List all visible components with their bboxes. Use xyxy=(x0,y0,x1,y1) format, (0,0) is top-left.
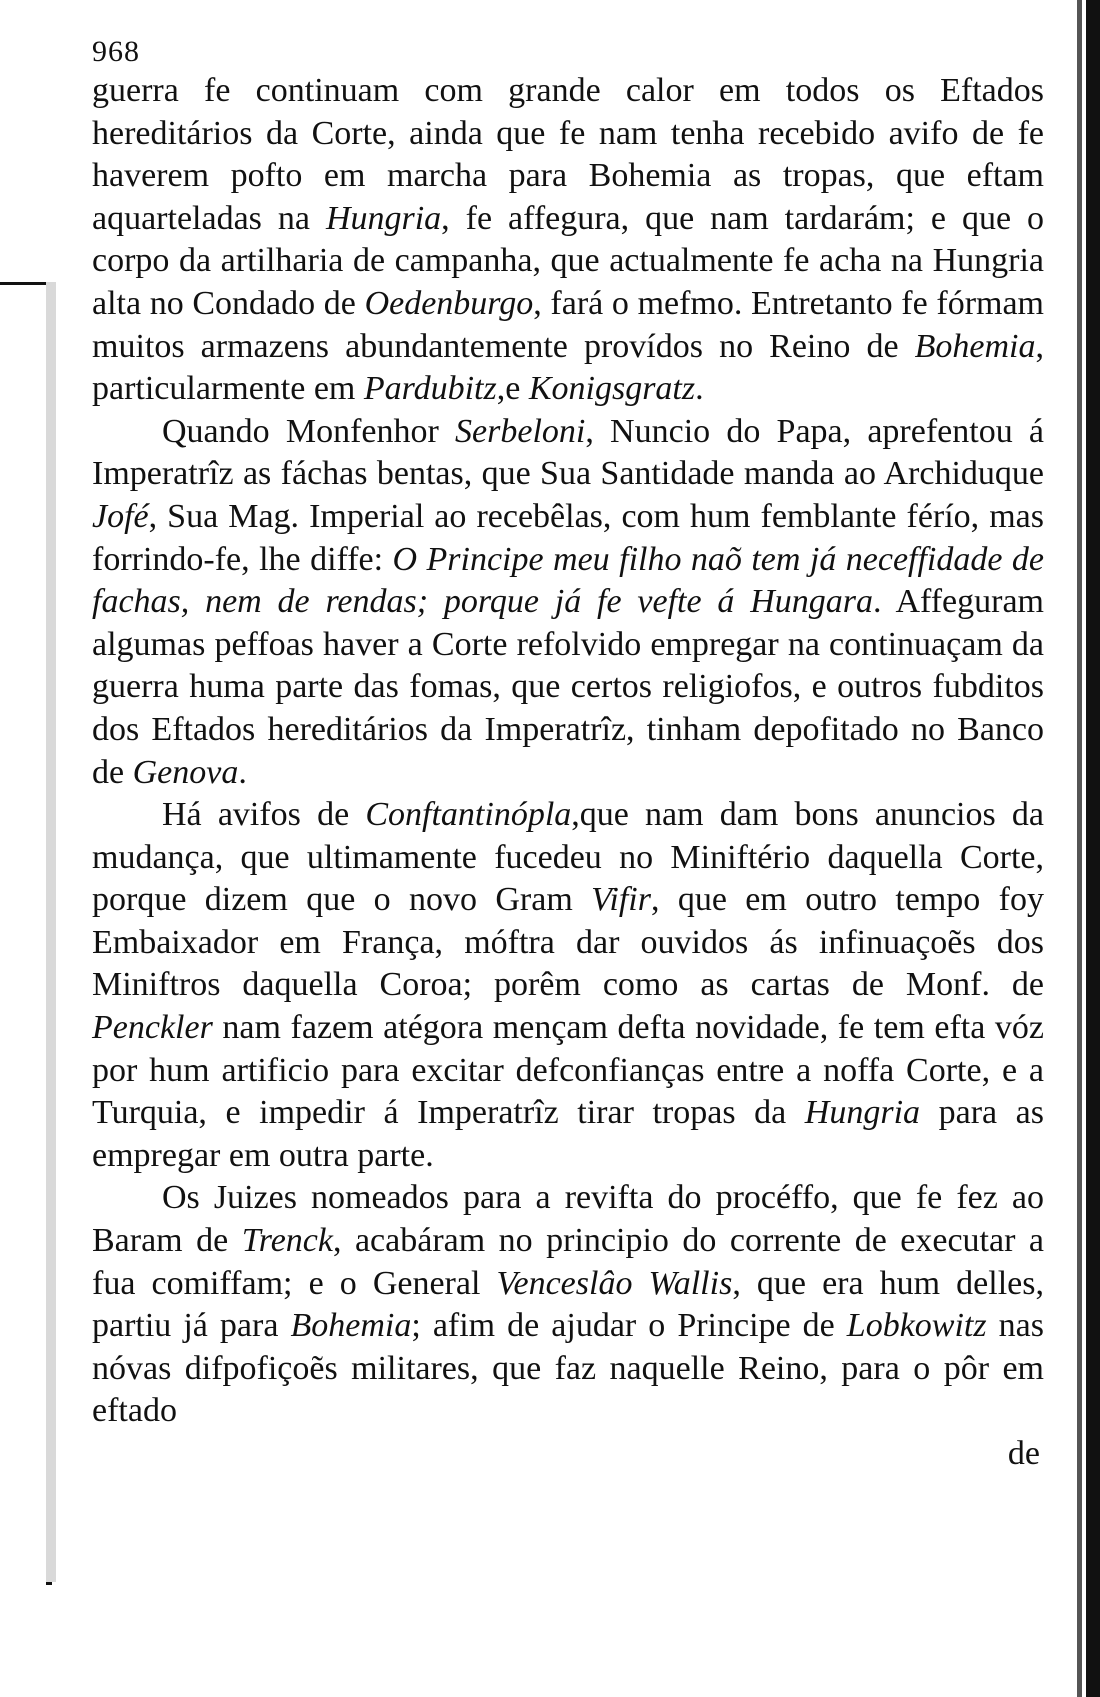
printed-page xyxy=(92,36,1044,1475)
italic-run: Trenck xyxy=(241,1222,333,1260)
italic-run: Bohemia xyxy=(290,1307,412,1345)
italic-run: Vifir xyxy=(591,881,651,919)
italic-run: Venceslâo Wallis xyxy=(496,1264,733,1302)
text-run: Os Juizes nomeados para a revifta do procéffo, que fe fez ao Baram de xyxy=(92,1179,1044,1260)
text-run: , que era hum delles, partiu já para xyxy=(92,1264,1044,1345)
text-run: , fe affegura, que nam tardarám; e que o corpo da artilharia de campanha, que actualmente fe acha na Hungria alta no Condado de xyxy=(92,199,1045,322)
text-run: . xyxy=(695,370,704,408)
page-number: 968 xyxy=(92,35,140,68)
italic-run: O Principe meu filho naõ tem já neceffidade de fachas, nem de rendas; porque já fe vefte á Hungara xyxy=(92,540,1044,621)
italic-run: Serbeloni xyxy=(455,412,586,450)
italic-run: Konigsgratz xyxy=(528,370,696,408)
italic-run: Conftantinópla xyxy=(365,796,572,834)
text-run: . xyxy=(238,753,247,791)
text-run: . Affeguram algumas peffoas haver a Corte refolvido empregar na continuaçam da guerra huma parte das fomas, que certos religiofos, e outros fubditos dos Eftados hereditários da Imperatrîz, tinham depofitado no Banco de xyxy=(92,583,1044,791)
text-run: , fará o mefmo. Entretanto fe fórmam muitos armazens abundantemente provídos no Reino de xyxy=(92,284,1044,365)
text-run: ,que nam dam bons anuncios da mudança, que ultimamente fucedeu no Miniftério daquella Corte, porque dizem que o novo Gram xyxy=(92,796,1044,919)
binding-edge-right xyxy=(1086,0,1100,1697)
paragraph xyxy=(92,1177,1044,1433)
text-run: guerra fe continuam com grande calor em todos os Eftados hereditários da Corte, ainda que fe nam tenha recebido avifo de fe haverem pofto em marcha para Bohemia as tropas, que eftam aquarteladas na xyxy=(92,72,1044,237)
text-run: Quando Monfenhor xyxy=(162,412,456,450)
italic-run: Pardubitz xyxy=(363,370,497,408)
paragraph xyxy=(92,70,1044,411)
italic-run: Genova xyxy=(132,753,239,791)
italic-run: Bohemia xyxy=(914,327,1036,365)
italic-run: Oedenburgo xyxy=(364,284,534,322)
text-run: , particularmente em xyxy=(92,327,1044,408)
text-run: , que em outro tempo foy Embaixador em França, móftra dar ouvidos ás infinuaçoẽs dos Miniftros daquella Coroa; porêm como as cartas de Monf. de xyxy=(92,881,1044,1004)
paragraph xyxy=(92,411,1044,794)
text-run: nas nóvas difpofiçoẽs militares, que faz naquelle Reino, para o pôr em eftado xyxy=(92,1307,1044,1430)
catchword: de xyxy=(1007,1435,1040,1472)
text-run: Há avifos de xyxy=(162,796,366,834)
binding-edge-inner-right xyxy=(1077,0,1082,1697)
paragraph xyxy=(92,794,1044,1177)
text-run: nam fazem atégora mençam defta novidade, fe tem efta vóz por hum artificio para excitar defconfianças entre a noffa Corte, e a Turquia, e impedir á Imperatrîz tirar tropas da xyxy=(92,1009,1044,1132)
text-run: , acabáram no principio do corrente de executar a fua comiffam; e o General xyxy=(92,1222,1044,1302)
text-run: , Nuncio do Papa, aprefentou á Imperatrîz as fáchas bentas, que Sua Santidade manda ao Archiduque xyxy=(92,412,1044,493)
text-run: ; afim de ajudar o Principe de xyxy=(411,1307,847,1345)
text-run: ,e xyxy=(496,370,529,408)
body-text xyxy=(92,70,1044,1433)
text-run: , Sua Mag. Imperial ao recebêlas, com hum femblante férío, mas forrindo-fe, lhe diffe: xyxy=(92,497,1044,578)
italic-run: Lobkowitz xyxy=(846,1307,987,1345)
binding-gutter-left xyxy=(46,282,56,1582)
italic-run: Hungria xyxy=(804,1094,921,1132)
italic-run: Penckler xyxy=(92,1009,213,1047)
binding-shadow-left xyxy=(0,282,52,1585)
text-run: para as empregar em outra parte. xyxy=(92,1094,1044,1174)
italic-run: Hungria xyxy=(325,199,442,237)
italic-run: Jofé xyxy=(92,497,149,535)
